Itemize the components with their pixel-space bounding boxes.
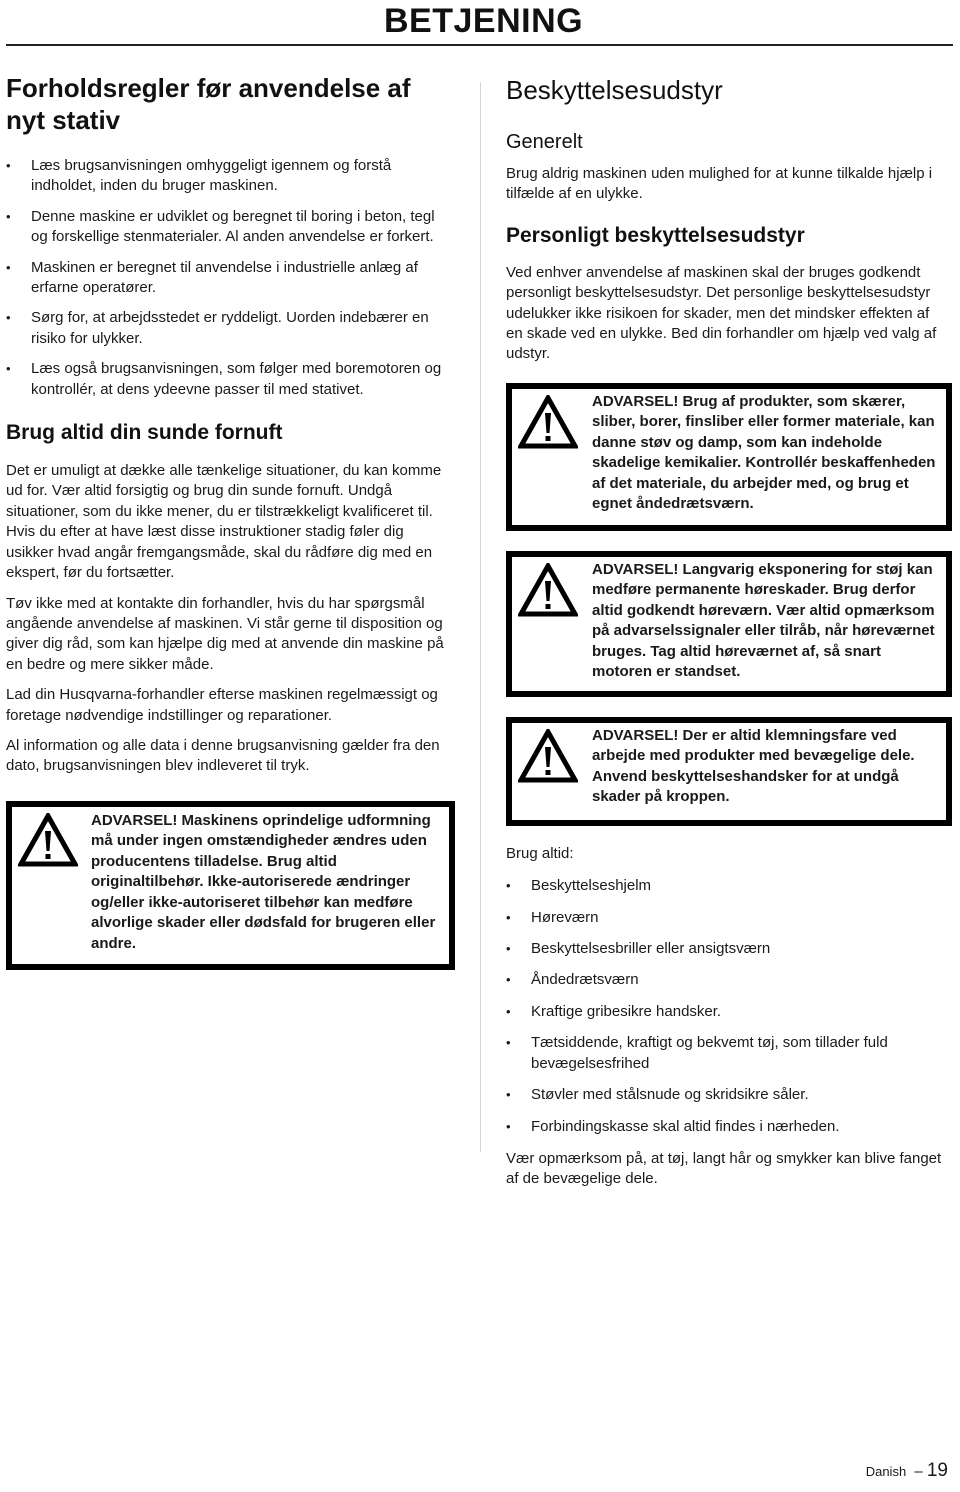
bullet-icon: •: [506, 1003, 511, 1019]
list-item-text: Støvler med stålsnude og skridsikre såler.: [531, 1086, 809, 1104]
warning-box: [506, 551, 952, 697]
bullet-icon: •: [6, 361, 11, 377]
bullet-icon: •: [506, 1087, 511, 1103]
section-title-protective-equipment: Beskyttelsesudstyr: [506, 75, 723, 105]
list-item: [506, 1117, 946, 1137]
paragraph: Tøv ikke med at kontakte din forhandler, hvis du har spørgsmål angående anvendelse af maskinen. Vi står gerne til disposition og giver dig råd, som kan hjælpe dig med at anvende din maskine på en bedre og mere sikker måde.: [6, 594, 444, 673]
warning-triangle-icon: [18, 813, 78, 867]
column-divider: [480, 82, 481, 1152]
list-item: [6, 207, 454, 248]
footer-separator: –: [914, 1463, 923, 1480]
bullet-icon: •: [506, 941, 511, 957]
bullet-icon: •: [506, 972, 511, 988]
bullet-icon: •: [506, 1035, 511, 1051]
warning-text: ADVARSEL! Brug af produkter, som skærer, sliber, borer, finsliber eller former materiale, kan danne støv og damp, som kan indeholde skadelige kemikalier. Kontrollér beskaffenheden af det materiale, du arbejder med, og brug et egnet åndedrætsværn.: [592, 392, 936, 513]
warning-box: [506, 717, 952, 826]
list-item: [506, 970, 946, 990]
warning-triangle-icon: [518, 563, 578, 617]
closing-paragraph: Vær opmærksom på, at tøj, langt hår og smykker kan blive fanget af de bevægelige dele.: [506, 1149, 942, 1188]
list-item: [6, 156, 454, 197]
bullet-icon: •: [506, 878, 511, 894]
footer-language: Danish: [865, 1464, 907, 1479]
list-item: [506, 1033, 946, 1074]
list-item: [6, 308, 454, 349]
list-item-text: Læs brugsanvisningen omhyggeligt igennem og forstå indholdet, inden du bruger maskinen.: [31, 157, 392, 195]
header-rule: [6, 44, 953, 46]
page-header-title: BETJENING: [384, 2, 584, 40]
warning-text: ADVARSEL! Langvarig eksponering for støj kan medføre permanente høreskader. Brug derfor altid godkendt høreværn. Vær altid opmærksom på advarselssignaler eller tilråb, når høreværnet bruges. Tag altid høreværnet af, så snart motoren er standset.: [592, 560, 935, 681]
list-item: [506, 939, 946, 959]
paragraph: Al information og alle data i denne brugsanvisning gælder fra den dato, brugsanvisningen blev indleveret til tryk.: [6, 736, 440, 775]
bullet-icon: •: [506, 909, 511, 925]
bullet-icon: •: [6, 208, 11, 224]
right-column: [506, 72, 946, 1190]
bullet-icon: •: [6, 158, 11, 173]
page-number: 19: [926, 1460, 948, 1481]
list-item: [506, 1085, 946, 1105]
bullet-icon: •: [6, 259, 11, 275]
page-footer: [866, 1460, 948, 1482]
list-item-text: Kraftige gribesikre handsker.: [531, 1002, 722, 1020]
precautions-list: [6, 156, 454, 400]
bullet-icon: •: [506, 1118, 511, 1134]
section-title-common-sense: Brug altid din sunde fornuft: [6, 421, 283, 445]
list-item-text: Beskyttelseshjelm: [531, 877, 652, 895]
list-item-text: Maskinen er beregnet til anvendelse i industrielle anlæg af erfarne operatører.: [31, 258, 418, 297]
list-item-text: Høreværn: [531, 908, 599, 926]
list-item: [506, 876, 946, 896]
brug-altid-label: Brug altid:: [506, 844, 574, 862]
warning-text: ADVARSEL! Der er altid klemningsfare ved arbejde med produkter med bevægelige dele. Anvend beskyttelseshandsker for at undgå skader på kroppen.: [592, 726, 915, 806]
list-item: [6, 258, 454, 299]
section-title-precautions: Forholdsregler før anvendelse af nyt stativ: [6, 73, 411, 135]
warning-box: [506, 383, 952, 531]
list-item-text: Sørg for, at arbejdsstedet er ryddeligt. Uorden indebærer en risiko for ulykker.: [31, 309, 429, 347]
paragraph: Brug aldrig maskinen uden mulighed for at kunne tilkalde hjælp i tilfælde af en ulykke.: [506, 165, 933, 203]
list-item-text: Forbindingskasse skal altid findes i nærheden.: [531, 1117, 840, 1135]
list-item: [506, 908, 946, 928]
list-item-text: Denne maskine er udviklet og beregnet til boring i beton, tegl og forskellige stenmaterialer. Al anden anvendelse er forkert.: [31, 207, 435, 246]
paragraph: Lad din Husqvarna-forhandler efterse maskinen regelmæssigt og foretage nødvendige indstillinger og reparationer.: [6, 686, 438, 724]
list-item-text: Læs også brugsanvisningen, som følger med boremotoren og kontrollér, at dens ydeevne passer til med stativet.: [31, 360, 442, 398]
list-item: [506, 1002, 946, 1022]
warning-triangle-icon: [518, 729, 578, 783]
list-item-text: Tætsiddende, kraftigt og bekvemt tøj, som tillader fuld bevægelsesfrihed: [531, 1034, 888, 1072]
subsection-title-general: Generelt: [506, 131, 583, 153]
paragraph: Ved enhver anvendelse af maskinen skal der bruges godkendt personligt beskyttelsesudstyr. Det personlige beskyttelsesudstyr udelukker ikke risikoen for skader, men det mindsker effekten af en skade ved en ulykke. Bed din forhandler om hjælp ved valg af udstyr.: [506, 263, 937, 363]
paragraph: Det er umuligt at dække alle tænkelige situationer, du kan komme ud for. Vær altid forsigtig og brug din sunde fornuft. Undgå situationer, som du ikke mener, du er tilstrækkeligt kvalificeret til. Hvis du efter at have læst disse instruktioner stadig føler dig usikker hvad angår fremgangsmåde, skal du rådføre dig med en ekspert, før du fortsætter.: [6, 462, 442, 582]
warning-text: ADVARSEL! Maskinens oprindelige udformning må under ingen omstændigheder ændres uden producentens tilladelse. Brug altid originaltilbehør. Ikke-autoriserede ændringer og/eller ikke-autoriseret tilbehør kan medføre alvorlige skader eller dødsfald for brugeren eller andre.: [91, 811, 436, 952]
list-item-text: Åndedrætsværn: [531, 971, 639, 989]
bullet-icon: •: [6, 310, 11, 326]
warning-box: [6, 801, 455, 971]
warning-triangle-icon: [518, 395, 578, 449]
left-column: [6, 72, 454, 970]
equipment-list: [506, 876, 946, 1137]
list-item-text: Beskyttelsesbriller eller ansigtsværn: [531, 940, 771, 958]
list-item: [6, 359, 454, 400]
subsection-title-personal-equipment: Personligt beskyttelsesudstyr: [506, 223, 805, 247]
